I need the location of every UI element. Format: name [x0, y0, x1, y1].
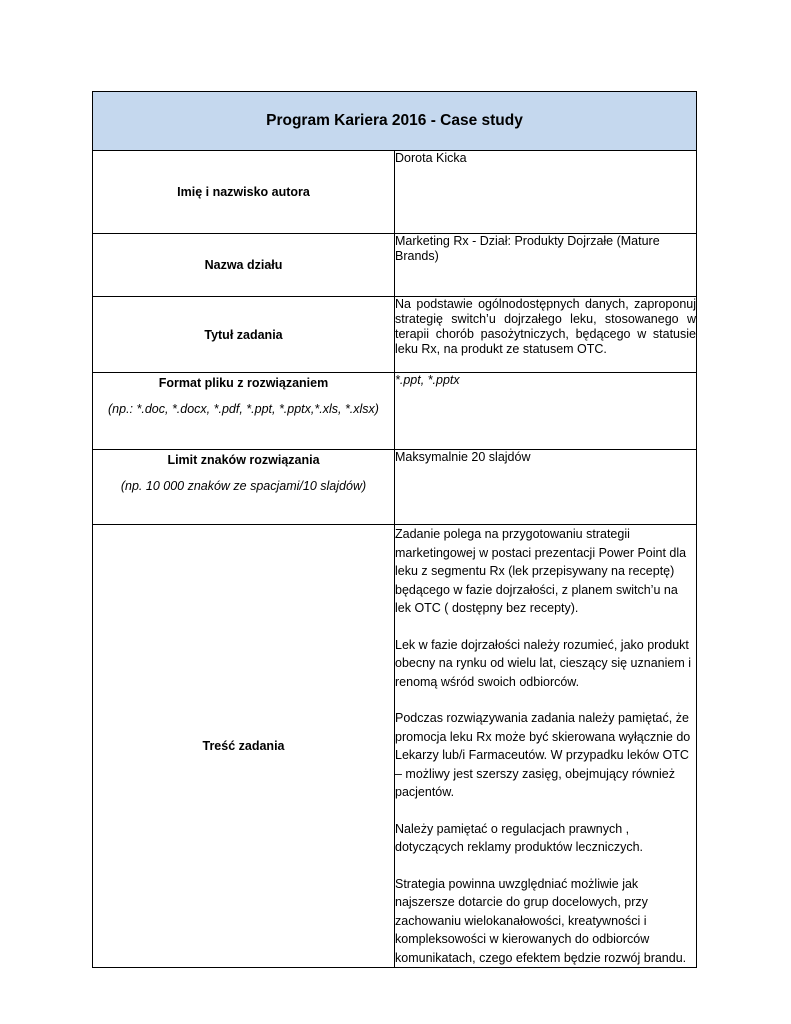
- char-limit-label: Limit znaków rozwiązania: [167, 453, 320, 467]
- file-format-value: *.ppt, *.pptx: [395, 373, 697, 450]
- document-title: Program Kariera 2016 - Case study: [93, 92, 697, 151]
- content-paragraph: Lek w fazie dojrzałości należy rozumieć, jako produkt obecny na rynku od wielu lat, cieszący się uznaniem i renomą wśród swoich odbiorców.: [395, 637, 691, 689]
- task-content-value: [395, 525, 697, 968]
- author-value: Dorota Kicka: [395, 151, 697, 234]
- row-label: [93, 373, 395, 450]
- row-label: [93, 234, 395, 297]
- task-title-value: Na podstawie ogólnodostępnych danych, zaproponuj strategię switch’u dojrzałego leku, stosowanego w terapii chorób pasożytniczych, będącego w statusie leku Rx, na produkt ze statusem OTC.: [395, 297, 697, 373]
- content-paragraph: Zadanie polega na przygotowaniu strategii marketingowej w postaci prezentacji Power Point dla leku z segmentu Rx (lek przepisywany na receptę) będącego w fazie dojrzałości, z planem switch’u na lek OTC ( dostępny bez recepty).: [395, 527, 687, 615]
- content-paragraph: Strategia powinna uwzględniać możliwie jak najszersze dotarcie do grup docelowych, przy zachowaniu wielokanałowości, kreatywności i kompleksowości w kierowanych do odbiorców komunikatach, czego efektem będzie rozwój brandu.: [395, 876, 687, 965]
- table-row: [93, 234, 697, 297]
- row-label: [93, 297, 395, 373]
- file-format-note: (np.: *.doc, *.docx, *.pdf, *.ppt, *.pptx,*.xls, *.xlsx): [108, 402, 379, 416]
- table-row: [93, 450, 697, 525]
- task-content-label: Treść zadania: [202, 739, 285, 753]
- header-row: [93, 92, 697, 151]
- author-label: Imię i nazwisko autora: [177, 185, 310, 199]
- table-row: [93, 525, 697, 968]
- case-study-table: [92, 91, 697, 968]
- file-format-label: Format pliku z rozwiązaniem: [158, 376, 329, 390]
- char-limit-value: Maksymalnie 20 slajdów: [395, 450, 697, 525]
- department-value: Marketing Rx - Dział: Produkty Dojrzałe (Mature Brands): [395, 234, 697, 297]
- content-paragraph: Należy pamiętać o regulacjach prawnych , dotyczących reklamy produktów leczniczych.: [395, 821, 644, 854]
- table-row: [93, 297, 697, 373]
- char-limit-note: (np. 10 000 znaków ze spacjami/10 slajdów): [120, 479, 367, 493]
- department-label: Nazwa działu: [204, 258, 283, 272]
- table-row: [93, 373, 697, 450]
- table-row: [93, 151, 697, 234]
- task-title-label: Tytuł zadania: [204, 327, 283, 342]
- content-paragraph: Podczas rozwiązywania zadania należy pamiętać, że promocja leku Rx może być skierowana wyłącznie do Lekarzy lub/i Farmaceutów. W przypadku leków OTC – możliwy jest szerszy zasięg, obejmujący również pacjentów.: [395, 711, 691, 799]
- row-label: [93, 525, 395, 968]
- row-label: [93, 151, 395, 234]
- row-label: [93, 450, 395, 525]
